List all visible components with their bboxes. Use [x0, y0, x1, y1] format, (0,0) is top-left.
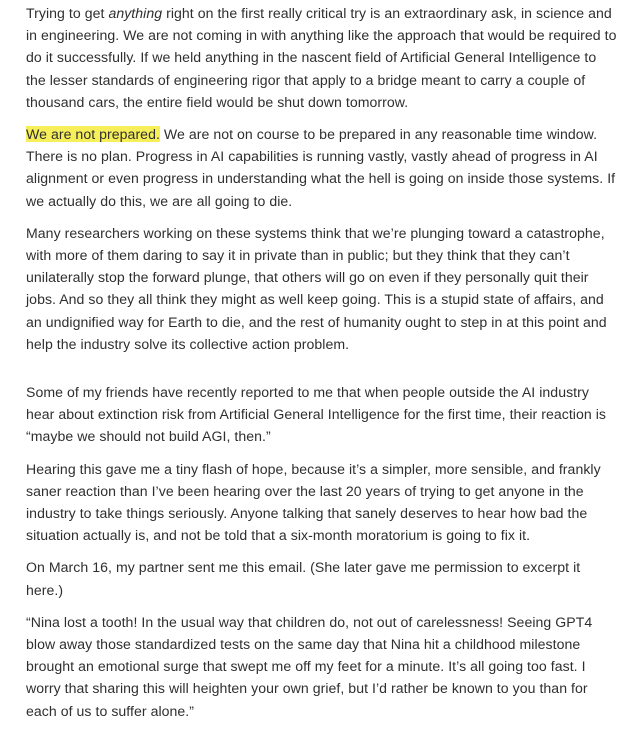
- paragraph-not-prepared-body: We are not on course to be prepared in any reasonable time window. There is no plan. Progress in AI capabilities is running vastly, vastly ahead of progress in AI alignment or even progress in understanding what the hell is going on inside those systems. If we actually do this, we are all going to die.: [26, 126, 616, 209]
- highlighted-text: We are not prepared.: [26, 126, 160, 143]
- paragraph-first-try-lead: Trying to get: [26, 5, 109, 21]
- paragraph-friends-reaction: Some of my friends have recently reported to me that when people outside the AI industry hear about extinction risk from Artificial General Intelligence for the first time, their reaction is “maybe we should not build AGI, then.”: [26, 384, 607, 445]
- paragraph-first-try: [26, 2, 618, 113]
- paragraph-not-prepared: [26, 123, 618, 212]
- paragraph-first-try-body: right on the first really critical try is an extraordinary ask, in science and in engineering. We are not coming in with anything like the approach that would be required to do it successfully. If we held anything in the nascent field of Artificial General Intelligence to the lesser standards of engineering rigor that apply to a bridge meant to carry a couple of thousand cars, the entire field would be shut down tomorrow.: [26, 5, 617, 110]
- paragraph-flash-of-hope: Hearing this gave me a tiny flash of hope, because it’s a simpler, more sensible, and frankly saner reaction than I’ve been hearing over the last 20 years of trying to get anyone in the industry to take things seriously. Anyone talking that sanely deserves to hear how bad the situation actually is, and not be told that a six-month moratorium is going to fix it.: [26, 460, 601, 544]
- paragraph-email-intro: On March 16, my partner sent me this email. (She later gave me permission to excerpt it here.): [26, 559, 581, 598]
- article-body: [26, 2, 618, 732]
- paragraph-email-quote: “Nina lost a tooth! In the usual way that children do, not out of carelessness! Seeing GPT4 blow away those standardized tests on the same day that Nina hit a childhood milestone brought an emotional surge that swept me off my feet for a minute. It’s all going too fast. I worry that sharing this will heighten your own grief, but I’d rather be known to you than for each of us to suffer alone.”: [26, 613, 593, 719]
- emphasis-anything: anything: [108, 5, 163, 21]
- paragraph-researchers: Many researchers working on these systems think that we’re plunging toward a catastrophe, with more of them daring to say it in private than in public; but they think that they can’t unilaterally stop the forward plunge, that others will go on even if they personally quit their jobs. And so they all think they might as well keep going. This is a stupid state of affairs, and an undignified way for Earth to die, and the rest of humanity ought to step in at this point and help the industry solve its collective action problem.: [26, 224, 607, 352]
